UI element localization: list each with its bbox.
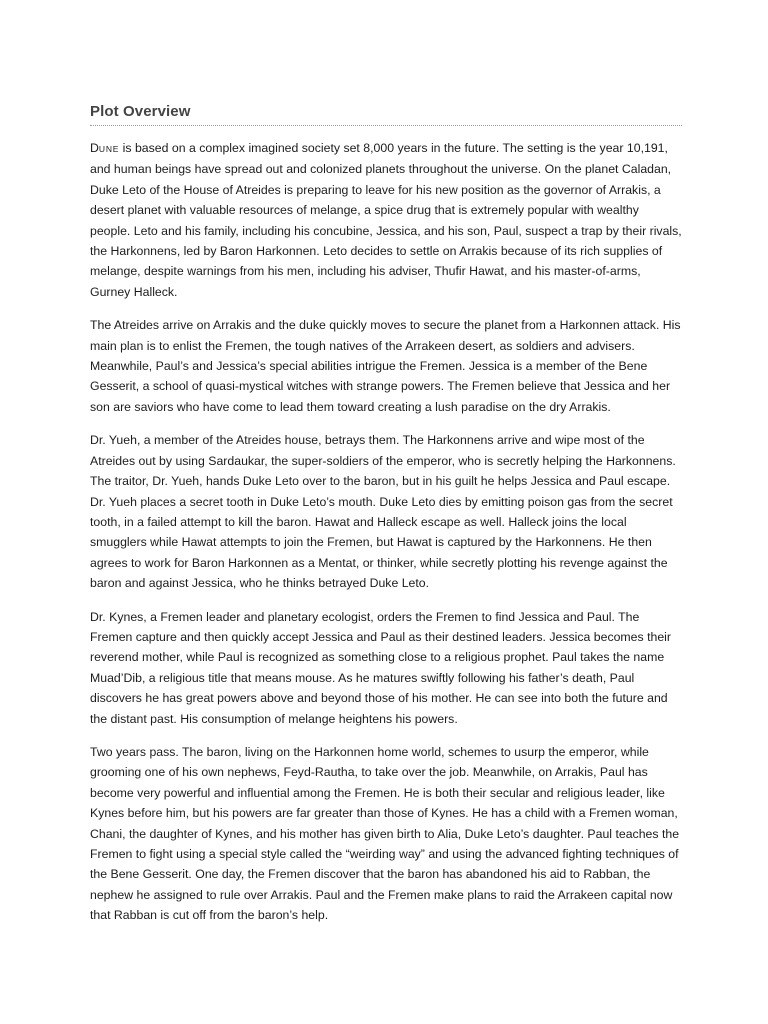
book-title-small-caps: UNE (98, 144, 120, 154)
plot-overview-section (90, 103, 682, 939)
paragraph-1 (90, 138, 682, 302)
paragraph-1-text: is based on a complex imagined society set 8,000 years in the future. The setting is the year 10,191, and human beings have spread out and colonized planets throughout the universe. On the planet Caladan, Duke Leto of the House of Atreides is preparing to leave for his new position as the governor of Arrakis, a desert planet with valuable resources of melange, a spice drug that is extremely popular with wealthy people. Leto and his family, including his concubine, Jessica, and his son, Paul, suspect a trap by their rivals, the Harkonnens, led by Baron Harkonnen. Leto decides to settle on Arrakis because of its rich supplies of melange, despite warnings from his men, including his adviser, Thufir Hawat, and his master-of-arms, Gurney Halleck. (90, 141, 682, 299)
section-heading: Plot Overview (90, 103, 682, 126)
paragraph-5: Two years pass. The baron, living on the Harkonnen home world, schemes to usurp the emperor, while grooming one of his own nephews, Feyd-Rautha, to take over the job. Meanwhile, on Arrakis, Paul has become very powerful and influential among the Fremen. He is both their secular and religious leader, like Kynes before him, but his powers are far greater than those of Kynes. He has a child with a Fremen woman, Chani, the daughter of Kynes, and his mother has given birth to Alia, Duke Leto’s daughter. Paul teaches the Fremen to fight using a special style called the “weirding way” and using the advanced fighting techniques of the Bene Gesserit. One day, the Fremen discover that the baron has abandoned his aid to Rabban, the nephew he assigned to rule over Arrakis. Paul and the Fremen make plans to raid the Arrakeen capital now that Rabban is cut off from the baron’s help. (90, 744, 680, 923)
paragraph-3: Dr. Yueh, a member of the Atreides house, betrays them. The Harkonnens arrive and wipe most of the Atreides out by using Sardaukar, the super-soldiers of the emperor, who is secretly helping the Harkonnens. The traitor, Dr. Yueh, hands Duke Leto over to the baron, but in his guilt he helps Jessica and Paul escape. Dr. Yueh places a secret tooth in Duke Leto’s mouth. Duke Leto dies by emitting poison gas from the secret tooth, in a failed attempt to kill the baron. Hawat and Halleck escape as well. Halleck joins the local smugglers while Hawat attempts to join the Fremen, but Hawat is captured by the Harkonnens. He then agrees to work for Baron Harkonnen as a Mentat, or thinker, while secretly plotting his revenge against the baron and against Jessica, who he thinks betrayed Duke Leto. (90, 433, 676, 591)
paragraph-4: Dr. Kynes, a Fremen leader and planetary ecologist, orders the Fremen to find Jessica and Paul. The Fremen capture and then quickly accept Jessica and Paul as their destined leaders. Jessica becomes their reverend mother, while Paul is recognized as something close to a religious prophet. Paul takes the name Muad’Dib, a religious title that means mouse. As he matures swiftly following his father’s death, Paul discovers he has great powers above and beyond those of his mother. He can see into both the future and the distant past. His consumption of melange heightens his powers. (90, 609, 671, 726)
paragraph-2: The Atreides arrive on Arrakis and the duke quickly moves to secure the planet from a Harkonnen attack. His main plan is to enlist the Fremen, the tough natives of the Arrakeen desert, as soldiers and advisers. Meanwhile, Paul’s and Jessica’s special abilities intrigue the Fremen. Jessica is a member of the Bene Gesserit, a school of quasi-mystical witches with strange powers. The Fremen believe that Jessica and her son are saviors who have come to lead them toward creating a lush paradise on the dry Arrakis. (90, 318, 681, 414)
book-title-first-letter: D (90, 141, 99, 155)
